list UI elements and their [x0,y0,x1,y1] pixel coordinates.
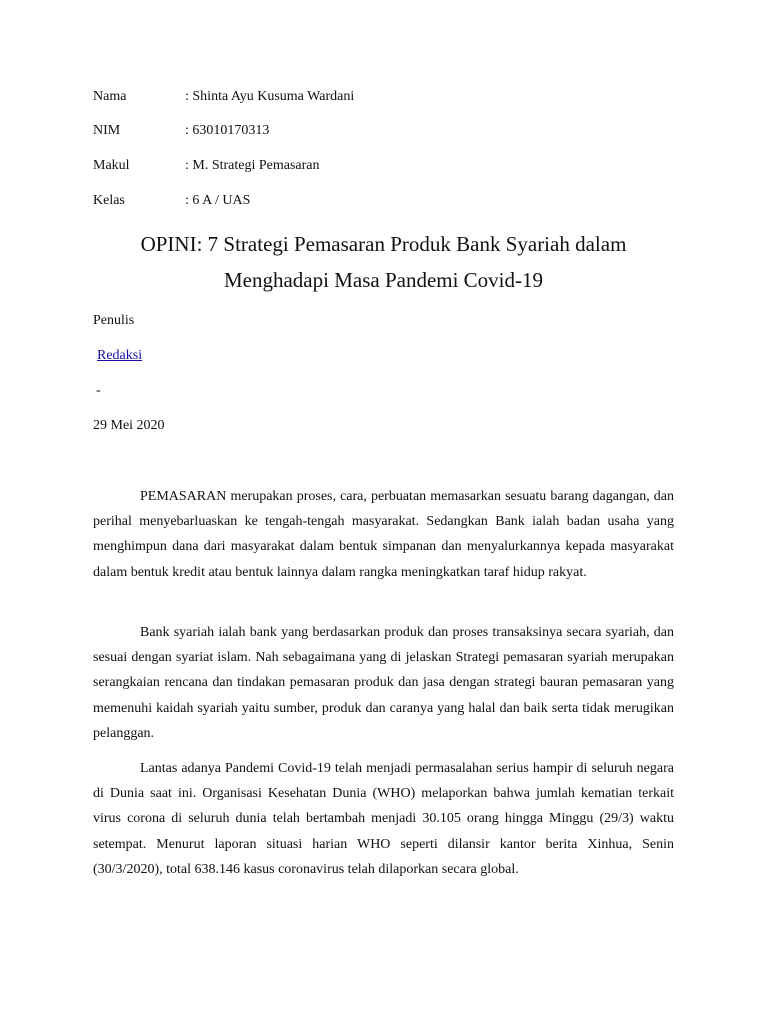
author-link-wrapper [97,347,142,365]
paragraph-1: PEMASARAN merupakan proses, cara, perbuatan memasarkan sesuatu barang dagangan, dan perihal menyebarluaskan ke tengah-tengah masyarakat. Sedangkan Bank ialah badan usaha yang menghimpun dana dari masyarakat dalam bentuk simpanan dan menyalurkannya kepada masyarakat dalam bentuk kredit atau bentuk lainnya dalam rangka meningkatkan taraf hidup rakyat. [93,489,674,580]
meta-row-makul [93,157,320,175]
meta-row-nim [93,122,269,140]
meta-value: : 63010170313 [185,123,270,138]
paragraph-2: Bank syariah ialah bank yang berdasarkan produk dan proses transaksinya secara syariah, dan sesuai dengan syariat islam. Nah sebagaimana yang di jelaskan Strategi pemasaran syariah merupakan serangkaian rencana dan tindakan pemasaran produk dan jasa dengan strategi bauran pemasaran yang memenuhi kaidah syariah yaitu sumber, produk dan caranya yang halal dan baik serta tidak merugikan pelanggan. [93,625,674,741]
meta-value: : 6 A / UAS [185,193,251,208]
title-line-2: Menghadapi Masa Pandemi Covid-19 [223,268,544,292]
meta-label: Makul [93,158,130,173]
title-line-1: OPINI: 7 Strategi Pemasaran Produk Bank Syariah dalam [140,232,627,256]
author-label: Penulis [93,313,135,328]
author-link[interactable]: Redaksi [97,348,143,363]
paragraph-3: Lantas adanya Pandemi Covid-19 telah menjadi permasalahan serius hampir di seluruh negara di Dunia saat ini. Organisasi Kesehatan Dunia (WHO) melaporkan bahwa jumlah kematian terkait virus corona di seluruh dunia telah bertambah menjadi 30.105 orang hingga Minggu (29/3) waktu setempat. Menurut laporan situasi harian WHO seperti dilansir kantor berita Xinhua, Senin (30/3/2020), total 638.146 kasus coronavirus telah dilaporkan secara global. [93,761,674,877]
separator: - [96,383,101,398]
meta-label: Kelas [93,193,125,208]
meta-row-kelas [93,192,250,210]
article-date: 29 Mei 2020 [93,418,165,433]
meta-row-nama [93,88,354,106]
meta-label: NIM [93,123,121,138]
article-title [93,226,674,298]
meta-value: : M. Strategi Pemasaran [185,158,320,173]
meta-value: : Shinta Ayu Kusuma Wardani [185,89,355,104]
meta-label: Nama [93,89,127,104]
